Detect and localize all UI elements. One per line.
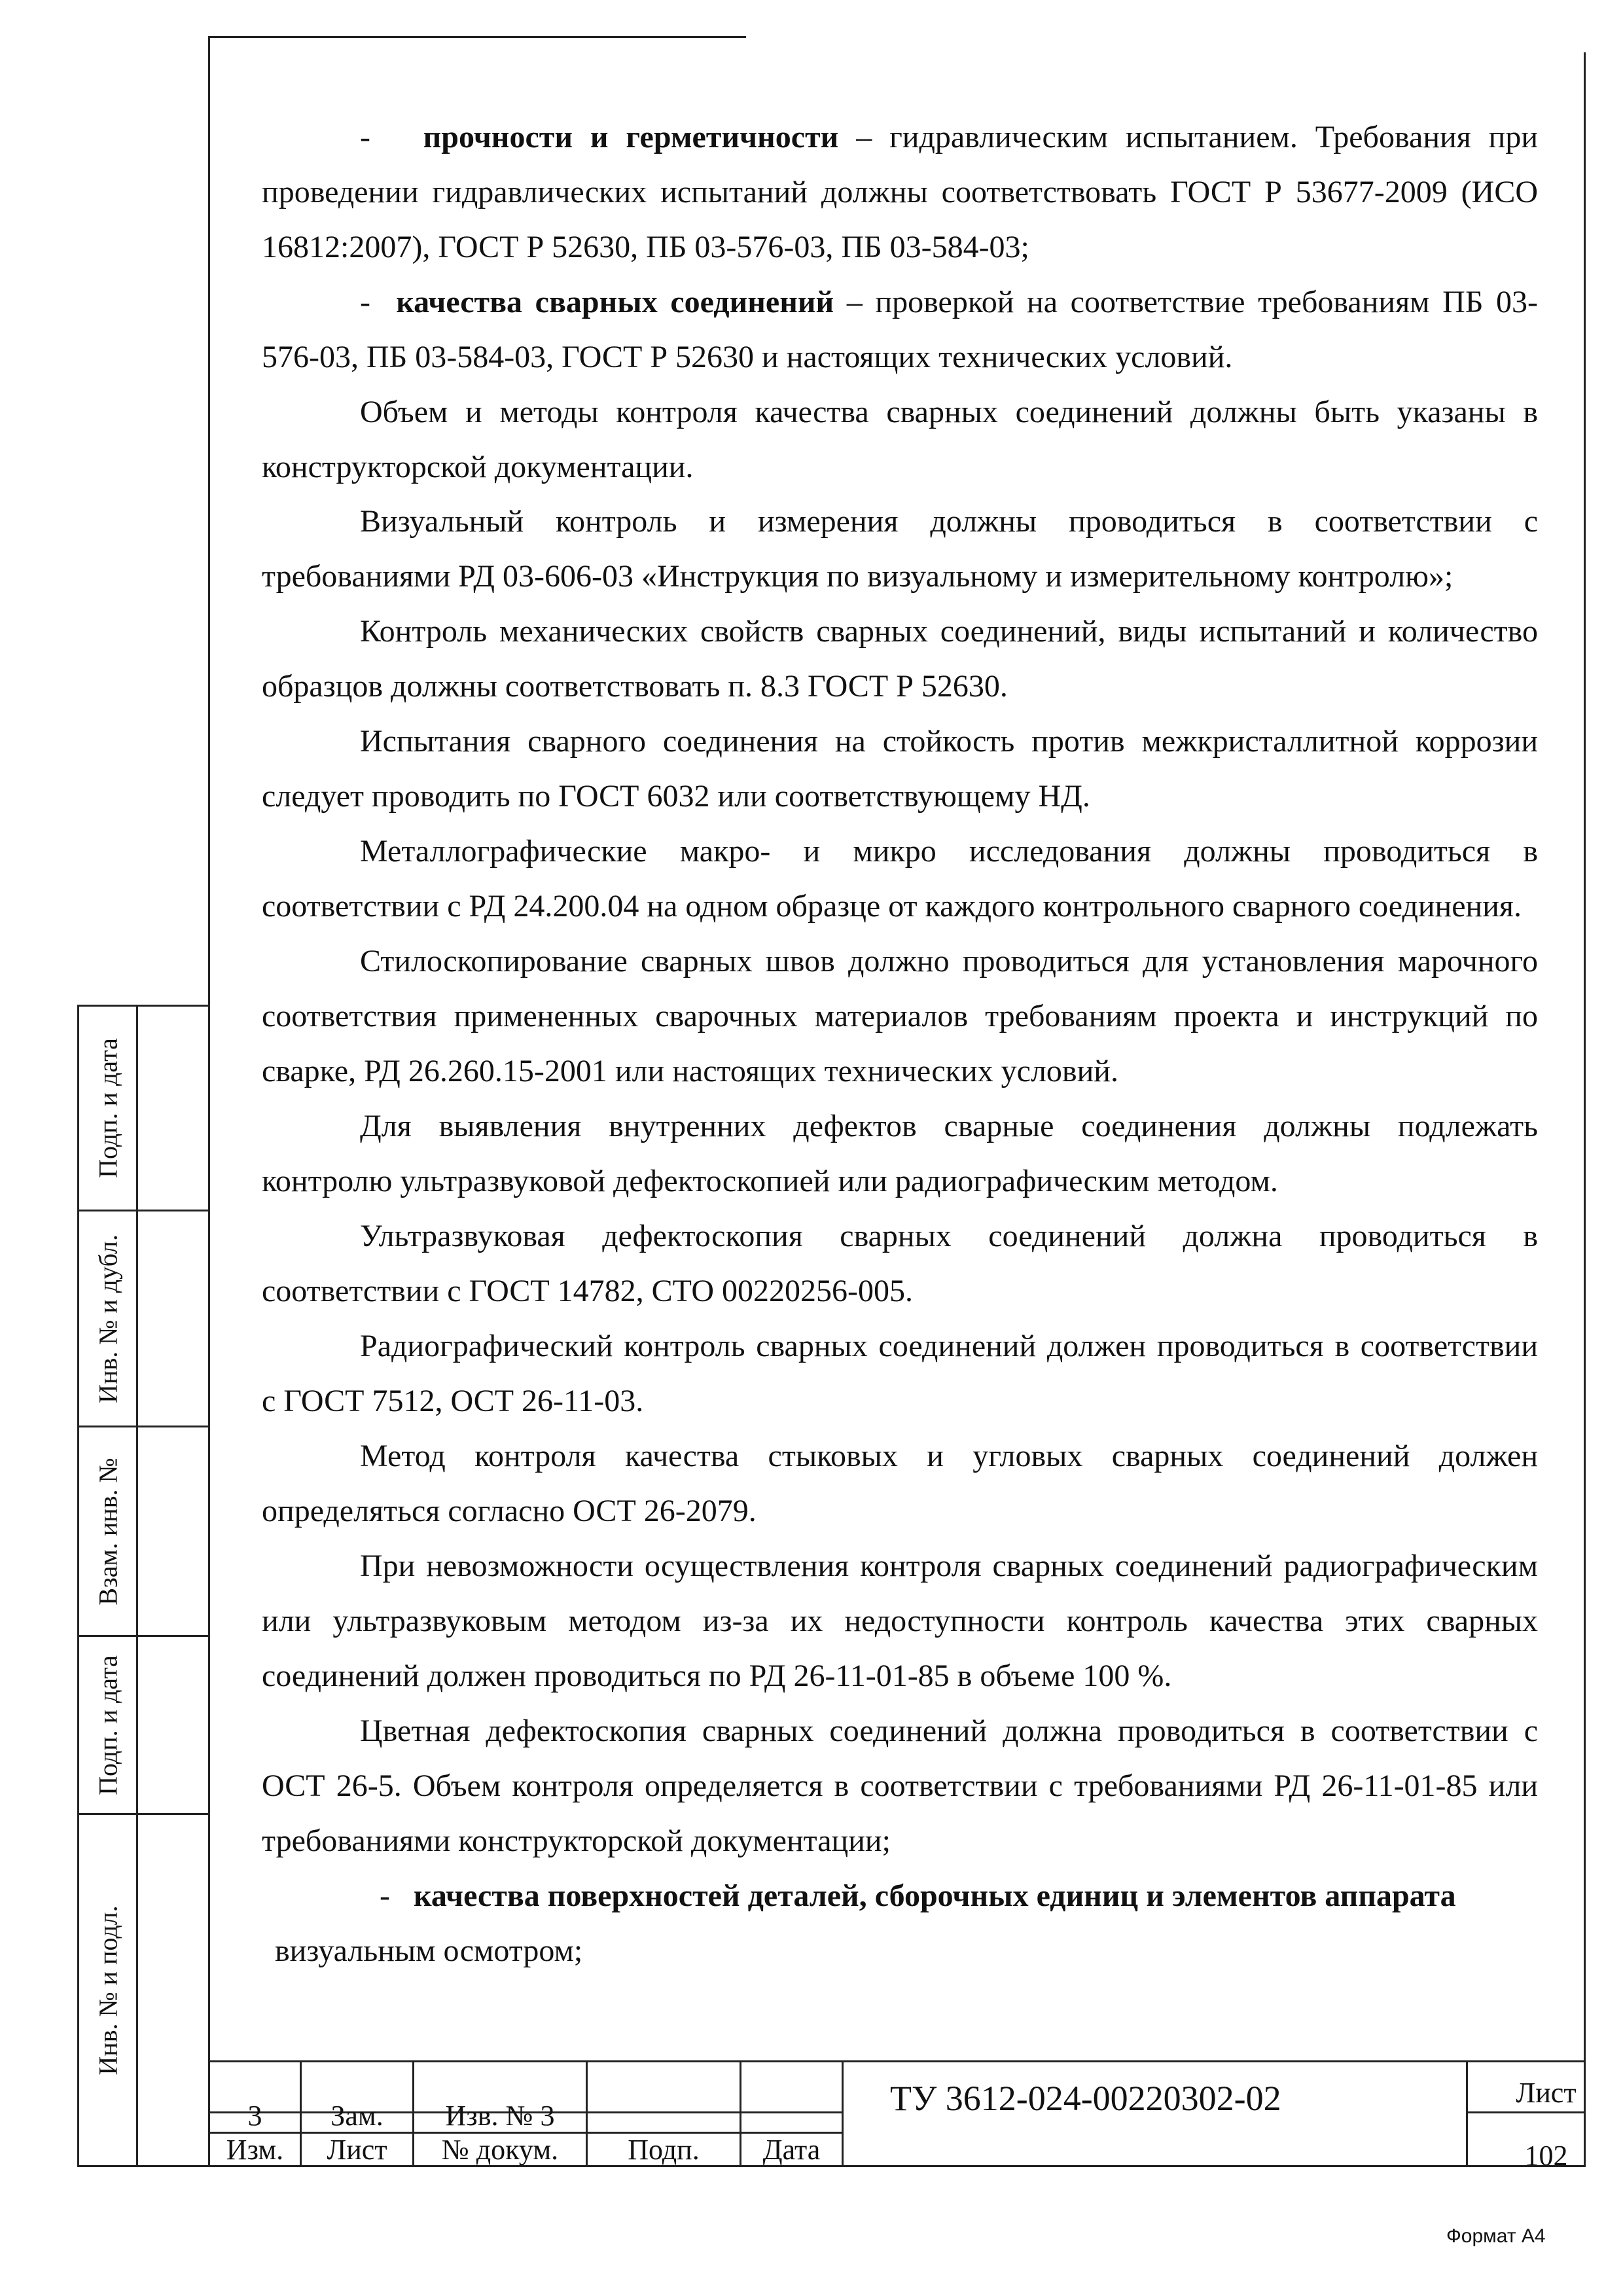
bold-lead: качества сварных соединений (396, 285, 834, 319)
side-label: Подп. и дата (93, 1655, 123, 1795)
list-dash: - (380, 1878, 390, 1913)
paragraph-method: Метод контроля качества стыковых и угловых сварных соединений должен определяться согласно ОСТ 26-2079. (262, 1439, 1538, 1528)
paragraph-visual: Визуальный контроль и измерения должны проводиться в соответствии с требованиями РД 03-606-03 «Инструкция по визуальному и измерительному контролю»; (262, 504, 1538, 594)
format-label: Формат А4 (1446, 2225, 1546, 2247)
tb-header-data: Дата (762, 2133, 821, 2166)
side-cell-inv-podl (79, 1815, 137, 2165)
side-label: Подп. и дата (93, 1038, 123, 1178)
tb-cell-list-value: Зам. (330, 2099, 383, 2132)
frame-bottom-line (77, 2165, 1586, 2167)
frame-right-line (1584, 52, 1586, 2166)
tb-cell-data-value (741, 2098, 842, 2133)
tb-header-doc: № докум. (441, 2133, 559, 2166)
tb-header-izm: Изм. (226, 2133, 284, 2166)
paragraph-corrosion: Испытания сварного соединения на стойкость против межкристаллитной коррозии следует проводить по ГОСТ 6032 или соответствующему НД. (262, 724, 1538, 814)
tb-top-line (209, 2060, 1586, 2062)
side-label: Инв. № и подл. (93, 1905, 123, 2075)
paragraph-dye-penetrant: Цветная дефектоскопия сварных соединений должна проводиться в соответствии с ОСТ 26-5. Объем контроля определяется в соответствии с требованиями РД 26-11-01-85 или требованиями конструкторской документации; (262, 1713, 1538, 1858)
side-label: Инв. № и дубл. (93, 1234, 123, 1403)
paragraph-radiographic: Радиографический контроль сварных соединений должен проводиться в соответствии с ГОСТ 7512, ОСТ 26-11-03. (262, 1329, 1538, 1418)
paragraph-styloscopy: Стилоскопирование сварных швов должно проводиться для установления марочного соответствия примененных сварочных материалов требованиям проекта и инструкций по сварке, РД 26.260.15-2001 или настоящих технических условий. (262, 944, 1538, 1088)
tb-header-list: Лист (327, 2133, 387, 2166)
sheet-label: Лист (1516, 2077, 1577, 2109)
sheet-number: 102 (1524, 2140, 1568, 2172)
tb-col-5 (842, 2060, 844, 2166)
paragraph-surface-quality-cont: визуальным осмотром; (275, 1933, 583, 1968)
tb-cell-izm-value: 3 (247, 2099, 262, 2132)
paragraph-strength (262, 110, 1538, 275)
paragraph-inaccessible: При невозможности осуществления контроля сварных соединений радиографическим или ультразвуковым методом из-за их недоступности контроль качества этих сварных соединений должен проводиться по РД 26-11-01-85 в объеме 100 %. (262, 1549, 1538, 1693)
paragraph-surface-quality (262, 1869, 1538, 1924)
paragraph-text: – гидравлическим испытанием. Требования при проведении гидравлических испытаний должны соответствовать ГОСТ Р 53677-2009 (ИСО 16812:2007), ГОСТ Р 52630, ПБ 03-576-03, ПБ 03-584-03; (262, 120, 1539, 264)
tb-sheet-sep (1466, 2111, 1586, 2113)
paragraph-text: – проверкой на соответствие требованиям ПБ 03-576-03, ПБ 03-584-03, ГОСТ Р 52630 и настоящих технических условий. (262, 285, 1539, 374)
paragraph-weld-quality (262, 275, 1538, 385)
tb-col-6 (1466, 2060, 1468, 2166)
list-dash: - (360, 285, 370, 319)
frame-top-line (209, 36, 746, 38)
document-code: ТУ 3612-024-00220302-02 (890, 2079, 1281, 2118)
frame-left-line (208, 36, 210, 2166)
paragraph-scope: Объем и методы контроля качества сварных соединений должны быть указаны в конструкторской документации. (262, 395, 1538, 484)
side-cell-inv-dubl (79, 1211, 137, 1426)
paragraph-mechanical: Контроль механических свойств сварных соединений, виды испытаний и количество образцов должны соответствовать п. 8.3 ГОСТ Р 52630. (262, 614, 1538, 704)
bold-lead: прочности и герметичности (423, 120, 839, 154)
paragraph-internal-defects: Для выявления внутренних дефектов сварные соединения должны подлежать контролю ультразвуковой дефектоскопией или радиографическим методом. (262, 1109, 1538, 1198)
side-cell-podp-data-1 (79, 1007, 137, 1210)
side-cell-vzam-inv (79, 1427, 137, 1635)
tb-cell-doc-value: Изв. № 3 (445, 2099, 555, 2132)
paragraph-ultrasonic: Ультразвуковая дефектоскопия сварных соединений должна проводиться в соответствии с ГОСТ 14782, СТО 00220256-005. (262, 1219, 1538, 1308)
tb-header-podp: Подп. (628, 2133, 700, 2166)
tb-cell-podp-value (588, 2098, 740, 2133)
side-label: Взам. инв. № (93, 1457, 123, 1605)
paragraph-metallography: Металлографические макро- и микро исследования должны проводиться в соответствии с РД 24.200.04 на одном образце от каждого контрольного сварного соединения. (262, 834, 1538, 924)
list-dash: - (360, 120, 370, 154)
side-cell-podp-data-2 (79, 1637, 137, 1813)
bold-lead: качества поверхностей деталей, сборочных единиц и элементов аппарата (413, 1878, 1456, 1913)
